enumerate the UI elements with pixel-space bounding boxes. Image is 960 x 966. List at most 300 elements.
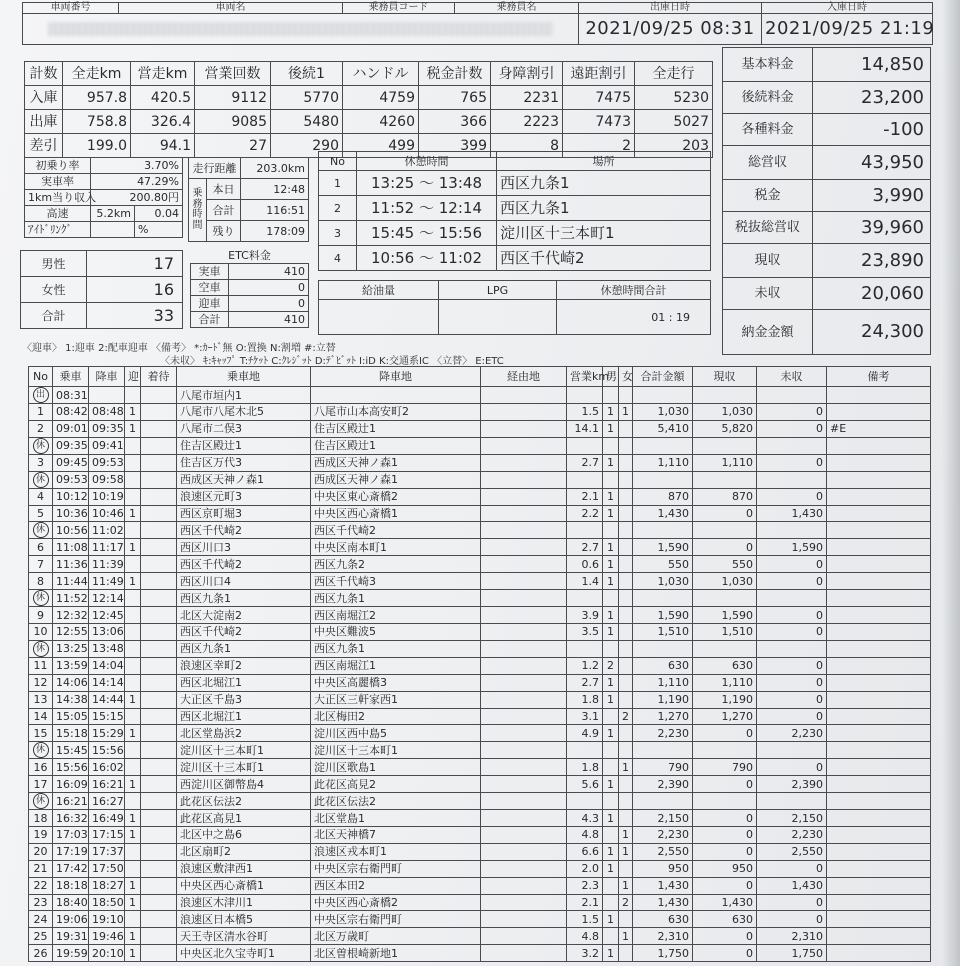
trip-unpaid: 2,150 bbox=[757, 810, 827, 827]
trip-unpaid: 0 bbox=[757, 911, 827, 928]
idling-label: ｱｲﾄﾞﾘﾝｸﾞ bbox=[25, 222, 91, 238]
trip-female bbox=[619, 860, 633, 877]
trip-male bbox=[603, 877, 619, 894]
trip-pickup-flag: 1 bbox=[125, 928, 141, 945]
trip-board-time: 09:45 bbox=[53, 454, 89, 471]
trip-note bbox=[827, 776, 931, 793]
stats-cell: 5027 bbox=[635, 110, 713, 134]
trip-alight-time: 11:39 bbox=[89, 556, 125, 573]
trip-unpaid: 2,230 bbox=[757, 725, 827, 742]
trip-female bbox=[619, 420, 633, 437]
trip-no-mark bbox=[29, 590, 53, 607]
trip-total-fare: 5,410 bbox=[633, 420, 693, 437]
trip-destination: 西区千代崎2 bbox=[311, 522, 481, 539]
vehicle-number-label: 車両番号 bbox=[23, 3, 119, 14]
trip-km: 4.8 bbox=[567, 827, 603, 844]
trip-destination: 北区万歳町 bbox=[311, 928, 481, 945]
trip-origin: 西区九条1 bbox=[177, 590, 311, 607]
fare-row bbox=[723, 146, 931, 180]
trip-female bbox=[619, 810, 633, 827]
trip-row bbox=[29, 573, 931, 590]
trip-male bbox=[603, 522, 619, 539]
circled-mark: 休 bbox=[33, 590, 49, 606]
trip-cash: 0 bbox=[693, 810, 757, 827]
trip-note bbox=[827, 860, 931, 877]
duty-time-label: 乗務時間 bbox=[189, 179, 207, 242]
trip-unpaid: 0 bbox=[757, 607, 827, 624]
trip-alight-time: 09:58 bbox=[89, 471, 125, 488]
trip-note bbox=[827, 810, 931, 827]
trip-wait bbox=[141, 810, 177, 827]
arrive-datetime: 2021/09/25 21:19 bbox=[762, 14, 933, 45]
trip-destination: 浪速区戎本町1 bbox=[311, 843, 481, 860]
trip-note bbox=[827, 928, 931, 945]
trip-origin: 八尾市二俣3 bbox=[177, 420, 311, 437]
trip-no: 14 bbox=[29, 708, 53, 725]
trip-via bbox=[481, 725, 567, 742]
trip-alight-time: 09:35 bbox=[89, 420, 125, 437]
trip-origin: 北区扇町2 bbox=[177, 843, 311, 860]
trip-via bbox=[481, 404, 567, 421]
trip-row bbox=[29, 556, 931, 573]
trip-note: #E bbox=[827, 420, 931, 437]
trip-no: 17 bbox=[29, 776, 53, 793]
trip-col-header: 着待 bbox=[141, 367, 177, 387]
trip-pickup-flag bbox=[125, 843, 141, 860]
trip-note bbox=[827, 657, 931, 674]
break-no: 2 bbox=[319, 196, 357, 221]
circled-mark: 休 bbox=[33, 793, 49, 809]
trip-alight-time: 15:56 bbox=[89, 742, 125, 759]
trip-via bbox=[481, 539, 567, 556]
cumulative-value: 116:51 bbox=[241, 200, 309, 221]
trip-board-time: 11:08 bbox=[53, 539, 89, 556]
stats-cell: 5230 bbox=[635, 86, 713, 110]
break-row bbox=[319, 246, 711, 271]
rate-label: 1km当り収入 bbox=[25, 190, 91, 206]
stats-cell: 758.8 bbox=[63, 110, 131, 134]
trip-cash: 1,190 bbox=[693, 691, 757, 708]
trip-via bbox=[481, 505, 567, 522]
etc-value: 410 bbox=[229, 312, 309, 328]
fare-value: 20,060 bbox=[813, 278, 931, 310]
trip-col-header: No bbox=[29, 367, 53, 387]
meter-stats-table bbox=[24, 61, 713, 158]
trip-female bbox=[619, 556, 633, 573]
trip-km bbox=[567, 522, 603, 539]
trip-pickup-flag bbox=[125, 657, 141, 674]
stats-cell: 366 bbox=[419, 110, 491, 134]
trip-total-fare: 1,590 bbox=[633, 539, 693, 556]
trip-destination: 中央区西心斎橋1 bbox=[311, 505, 481, 522]
trip-female: 1 bbox=[619, 843, 633, 860]
trip-pickup-flag bbox=[125, 674, 141, 691]
break-time-header: 休憩時間 bbox=[357, 152, 497, 171]
trip-total-fare bbox=[633, 522, 693, 539]
trip-origin: 浪速区元町3 bbox=[177, 488, 311, 505]
trip-board-time: 09:01 bbox=[53, 420, 89, 437]
legend-line-1: 〈迎車〉 1:迎車 2:配車迎車 〈備考〉 *:ｶｰﾄﾞ無 O:置換 N:割増 #:立替 bbox=[22, 343, 336, 354]
trip-board-time: 19:59 bbox=[53, 945, 89, 962]
trip-total-fare: 1,190 bbox=[633, 691, 693, 708]
trip-note bbox=[827, 454, 931, 471]
trip-male: 1 bbox=[603, 505, 619, 522]
trip-unpaid: 2,230 bbox=[757, 827, 827, 844]
trip-km: 4.9 bbox=[567, 725, 603, 742]
stats-cell: 7475 bbox=[563, 86, 635, 110]
trip-km: 2.1 bbox=[567, 488, 603, 505]
fare-label: 後続料金 bbox=[723, 82, 813, 114]
etc-value: 410 bbox=[229, 264, 309, 280]
trip-wait bbox=[141, 860, 177, 877]
stats-col-header: 身障割引 bbox=[491, 62, 563, 86]
stats-cell: 2231 bbox=[491, 86, 563, 110]
etc-label: 合計 bbox=[191, 312, 229, 328]
stats-cell: 8 bbox=[491, 134, 563, 158]
trip-pickup-flag bbox=[125, 590, 141, 607]
trip-row bbox=[29, 691, 931, 708]
trip-cash: 630 bbox=[693, 657, 757, 674]
trip-km: 0.6 bbox=[567, 556, 603, 573]
trip-board-time: 19:06 bbox=[53, 911, 89, 928]
trip-km: 1.5 bbox=[567, 404, 603, 421]
trip-km: 14.1 bbox=[567, 420, 603, 437]
fare-label: 基本料金 bbox=[723, 48, 813, 82]
trip-wait bbox=[141, 793, 177, 810]
trip-unpaid: 1,430 bbox=[757, 505, 827, 522]
trip-no-mark bbox=[29, 437, 53, 454]
stats-row-label: 差引 bbox=[25, 134, 63, 158]
trip-female: 1 bbox=[619, 827, 633, 844]
trip-male: 1 bbox=[603, 776, 619, 793]
trip-alight-time: 12:14 bbox=[89, 590, 125, 607]
trip-female bbox=[619, 640, 633, 657]
break-total-value: 01 : 19 bbox=[557, 300, 711, 335]
trip-alight-time: 10:46 bbox=[89, 505, 125, 522]
fare-label: 総営収 bbox=[723, 146, 813, 180]
trip-total-fare: 1,430 bbox=[633, 505, 693, 522]
trip-note bbox=[827, 877, 931, 894]
trip-note bbox=[827, 437, 931, 454]
circled-mark: 休 bbox=[33, 641, 49, 657]
trip-no: 10 bbox=[29, 624, 53, 641]
trip-km: 4.8 bbox=[567, 928, 603, 945]
trip-col-header: 営業km bbox=[567, 367, 603, 387]
trip-board-time: 14:06 bbox=[53, 674, 89, 691]
trip-via bbox=[481, 387, 567, 404]
trip-destination: 住吉区殿辻1 bbox=[311, 437, 481, 454]
trip-alight-time bbox=[89, 387, 125, 404]
trip-wait bbox=[141, 590, 177, 607]
break-total-label: 休憩時間合計 bbox=[557, 281, 711, 300]
trip-board-time: 15:05 bbox=[53, 708, 89, 725]
stats-cell: 199.0 bbox=[63, 134, 131, 158]
break-time: 13:25 ～ 13:48 bbox=[357, 171, 497, 196]
trip-row bbox=[29, 674, 931, 691]
trip-origin: 西区川口4 bbox=[177, 573, 311, 590]
fare-value: 3,990 bbox=[813, 180, 931, 212]
trip-unpaid: 0 bbox=[757, 420, 827, 437]
trip-board-time: 10:12 bbox=[53, 488, 89, 505]
trip-wait bbox=[141, 691, 177, 708]
male-label: 男性 bbox=[21, 251, 87, 277]
trip-unpaid: 0 bbox=[757, 708, 827, 725]
trip-row bbox=[29, 894, 931, 911]
trip-unpaid: 1,750 bbox=[757, 945, 827, 962]
stats-cell: 94.1 bbox=[131, 134, 195, 158]
trip-male bbox=[603, 437, 619, 454]
trip-wait bbox=[141, 776, 177, 793]
trip-wait bbox=[141, 759, 177, 776]
trip-km: 1.2 bbox=[567, 657, 603, 674]
trip-via bbox=[481, 810, 567, 827]
trip-origin: 西区千代崎2 bbox=[177, 624, 311, 641]
trip-no: 23 bbox=[29, 894, 53, 911]
trip-board-time: 11:44 bbox=[53, 573, 89, 590]
trip-cash: 1,270 bbox=[693, 708, 757, 725]
trip-no: 20 bbox=[29, 843, 53, 860]
trip-pickup-flag: 1 bbox=[125, 725, 141, 742]
trip-no: 26 bbox=[29, 945, 53, 962]
trip-note bbox=[827, 522, 931, 539]
trip-wait bbox=[141, 471, 177, 488]
trip-cash: 1,510 bbox=[693, 624, 757, 641]
trip-no: 12 bbox=[29, 674, 53, 691]
trip-no-mark bbox=[29, 387, 53, 404]
trip-pickup-flag bbox=[125, 387, 141, 404]
trip-total-fare bbox=[633, 471, 693, 488]
trip-origin: 浪速区敷津西1 bbox=[177, 860, 311, 877]
trip-alight-time: 19:46 bbox=[89, 928, 125, 945]
trip-origin: 西区北堀江1 bbox=[177, 674, 311, 691]
trip-origin: 北区堂島浜2 bbox=[177, 725, 311, 742]
fare-value: 23,200 bbox=[813, 82, 931, 114]
trip-wait bbox=[141, 945, 177, 962]
trip-via bbox=[481, 945, 567, 962]
trip-destination: 淀川区歌島1 bbox=[311, 759, 481, 776]
trip-via bbox=[481, 860, 567, 877]
trip-male: 1 bbox=[603, 725, 619, 742]
trip-board-time: 09:35 bbox=[53, 437, 89, 454]
trip-note bbox=[827, 505, 931, 522]
trip-male: 2 bbox=[603, 657, 619, 674]
trip-origin: 中央区西心斎橋1 bbox=[177, 877, 311, 894]
trip-total-fare bbox=[633, 590, 693, 607]
trip-no: 6 bbox=[29, 539, 53, 556]
trip-cash: 0 bbox=[693, 945, 757, 962]
legend-line-2: 〈未収〉 ｷ:ｷｬｯﾌﾟ T:ﾁｹｯﾄ C:ｸﾚｼﾞｯﾄ D:ﾃﾞﾋﾞｯﾄ I:iD K:交通系IC 〈立替〉 E:ETC bbox=[160, 356, 504, 367]
stats-col-header: 遠距割引 bbox=[563, 62, 635, 86]
fare-row bbox=[723, 114, 931, 146]
trip-row bbox=[29, 624, 931, 641]
trip-note bbox=[827, 708, 931, 725]
trip-via bbox=[481, 437, 567, 454]
break-time: 15:45 ～ 15:56 bbox=[357, 221, 497, 246]
trip-wait bbox=[141, 624, 177, 641]
trip-alight-time: 17:37 bbox=[89, 843, 125, 860]
break-place: 西区九条1 bbox=[497, 196, 711, 221]
trip-origin: 淀川区十三本町1 bbox=[177, 742, 311, 759]
trip-board-time: 15:45 bbox=[53, 742, 89, 759]
stats-cell: 326.4 bbox=[131, 110, 195, 134]
trip-pickup-flag bbox=[125, 454, 141, 471]
rate-label: 実車率 bbox=[25, 174, 91, 190]
trip-row bbox=[29, 877, 931, 894]
trip-no: 22 bbox=[29, 877, 53, 894]
trip-km: 1.5 bbox=[567, 911, 603, 928]
trip-note bbox=[827, 471, 931, 488]
trip-destination: 中央区高麗橋3 bbox=[311, 674, 481, 691]
break-place-header: 場所 bbox=[497, 152, 711, 171]
trip-via bbox=[481, 708, 567, 725]
trip-row bbox=[29, 843, 931, 860]
trip-unpaid bbox=[757, 471, 827, 488]
trip-male bbox=[603, 742, 619, 759]
page-edge-shadow bbox=[942, 0, 960, 966]
trip-destination: 北区堂島1 bbox=[311, 810, 481, 827]
trip-note bbox=[827, 674, 931, 691]
trip-via bbox=[481, 776, 567, 793]
trip-no: 1 bbox=[29, 404, 53, 421]
trip-km bbox=[567, 590, 603, 607]
driving-time-table bbox=[188, 157, 309, 242]
trip-origin: 西成区天神ノ森1 bbox=[177, 471, 311, 488]
stats-cell: 290 bbox=[271, 134, 343, 158]
trip-alight-time: 08:48 bbox=[89, 404, 125, 421]
trip-via bbox=[481, 420, 567, 437]
trip-total-fare: 1,110 bbox=[633, 454, 693, 471]
trip-male: 1 bbox=[603, 454, 619, 471]
trip-alight-time: 15:29 bbox=[89, 725, 125, 742]
redacted-region bbox=[23, 14, 579, 45]
trip-destination: 大正区三軒家西1 bbox=[311, 691, 481, 708]
trip-pickup-flag: 1 bbox=[125, 810, 141, 827]
trip-wait bbox=[141, 742, 177, 759]
trip-male: 1 bbox=[603, 810, 619, 827]
trip-male bbox=[603, 894, 619, 911]
fare-label: 現収 bbox=[723, 244, 813, 278]
trip-total-fare: 630 bbox=[633, 657, 693, 674]
trip-unpaid: 0 bbox=[757, 404, 827, 421]
fare-row bbox=[723, 48, 931, 82]
trip-total-fare: 1,270 bbox=[633, 708, 693, 725]
driver-name-label: 乗務員名 bbox=[455, 3, 579, 14]
trip-row bbox=[29, 759, 931, 776]
trip-board-time: 12:55 bbox=[53, 624, 89, 641]
trip-km: 3.9 bbox=[567, 607, 603, 624]
trip-unpaid: 2,390 bbox=[757, 776, 827, 793]
rate-value: 47.29% bbox=[91, 174, 183, 190]
trip-cash: 1,110 bbox=[693, 454, 757, 471]
stats-cell: 2223 bbox=[491, 110, 563, 134]
trip-wait bbox=[141, 894, 177, 911]
trip-pickup-flag: 1 bbox=[125, 945, 141, 962]
trip-via bbox=[481, 674, 567, 691]
total-pax-count: 33 bbox=[87, 303, 183, 329]
trip-cash: 630 bbox=[693, 911, 757, 928]
stats-cell: 27 bbox=[195, 134, 271, 158]
trip-km: 2.1 bbox=[567, 894, 603, 911]
trip-row bbox=[29, 607, 931, 624]
trip-female bbox=[619, 624, 633, 641]
rates-table bbox=[24, 157, 183, 238]
trip-origin: 此花区伝法2 bbox=[177, 793, 311, 810]
trip-pickup-flag: 1 bbox=[125, 404, 141, 421]
trip-via bbox=[481, 759, 567, 776]
trip-destination: 西区南堀江2 bbox=[311, 607, 481, 624]
trip-pickup-flag bbox=[125, 759, 141, 776]
stats-header-row bbox=[25, 62, 713, 86]
trip-pickup-flag bbox=[125, 556, 141, 573]
female-count: 16 bbox=[87, 277, 183, 303]
trip-board-time: 15:56 bbox=[53, 759, 89, 776]
trip-male bbox=[603, 640, 619, 657]
trip-cash: 0 bbox=[693, 505, 757, 522]
trip-cash: 0 bbox=[693, 827, 757, 844]
trip-total-fare: 1,510 bbox=[633, 624, 693, 641]
trip-wait bbox=[141, 420, 177, 437]
trip-wait bbox=[141, 877, 177, 894]
trip-unpaid bbox=[757, 590, 827, 607]
trip-destination: 此花区伝法2 bbox=[311, 793, 481, 810]
trip-unpaid bbox=[757, 437, 827, 454]
trip-unpaid: 0 bbox=[757, 488, 827, 505]
trip-cash: 0 bbox=[693, 843, 757, 860]
trip-note bbox=[827, 911, 931, 928]
trip-female bbox=[619, 573, 633, 590]
fare-label: 各種料金 bbox=[723, 114, 813, 146]
break-no: 4 bbox=[319, 246, 357, 271]
stats-cell: 4260 bbox=[343, 110, 419, 134]
trip-unpaid: 1,590 bbox=[757, 539, 827, 556]
trip-destination: 西区九条1 bbox=[311, 640, 481, 657]
fare-label: 税抜総営収 bbox=[723, 212, 813, 244]
trip-no: 25 bbox=[29, 928, 53, 945]
trip-cash: 1,430 bbox=[693, 894, 757, 911]
trip-via bbox=[481, 624, 567, 641]
trip-unpaid bbox=[757, 742, 827, 759]
driver-code-label: 乗務員コード bbox=[343, 3, 455, 14]
trip-board-time: 18:18 bbox=[53, 877, 89, 894]
trip-col-header: 降車地 bbox=[311, 367, 481, 387]
trip-male: 1 bbox=[603, 945, 619, 962]
trip-wait bbox=[141, 843, 177, 860]
trip-total-fare: 1,110 bbox=[633, 674, 693, 691]
trip-female bbox=[619, 793, 633, 810]
circled-mark: 休 bbox=[33, 472, 49, 488]
fare-value: 24,300 bbox=[813, 310, 931, 355]
trip-wait bbox=[141, 454, 177, 471]
trip-cash: 0 bbox=[693, 928, 757, 945]
trip-cash bbox=[693, 471, 757, 488]
remaining-label: 残り bbox=[207, 221, 241, 242]
trip-total-fare: 790 bbox=[633, 759, 693, 776]
trip-total-fare bbox=[633, 742, 693, 759]
passenger-count-table bbox=[20, 250, 183, 329]
trip-unpaid: 0 bbox=[757, 624, 827, 641]
trip-alight-time: 10:19 bbox=[89, 488, 125, 505]
trip-board-time: 14:38 bbox=[53, 691, 89, 708]
trip-alight-time: 19:10 bbox=[89, 911, 125, 928]
trip-wait bbox=[141, 911, 177, 928]
trip-origin: 西区北堀江1 bbox=[177, 708, 311, 725]
trip-wait bbox=[141, 725, 177, 742]
trip-km: 1.4 bbox=[567, 573, 603, 590]
break-row bbox=[319, 171, 711, 196]
break-place: 淀川区十三本町1 bbox=[497, 221, 711, 246]
trip-board-time: 11:36 bbox=[53, 556, 89, 573]
arrive-datetime-label: 入庫日時 bbox=[762, 3, 933, 14]
